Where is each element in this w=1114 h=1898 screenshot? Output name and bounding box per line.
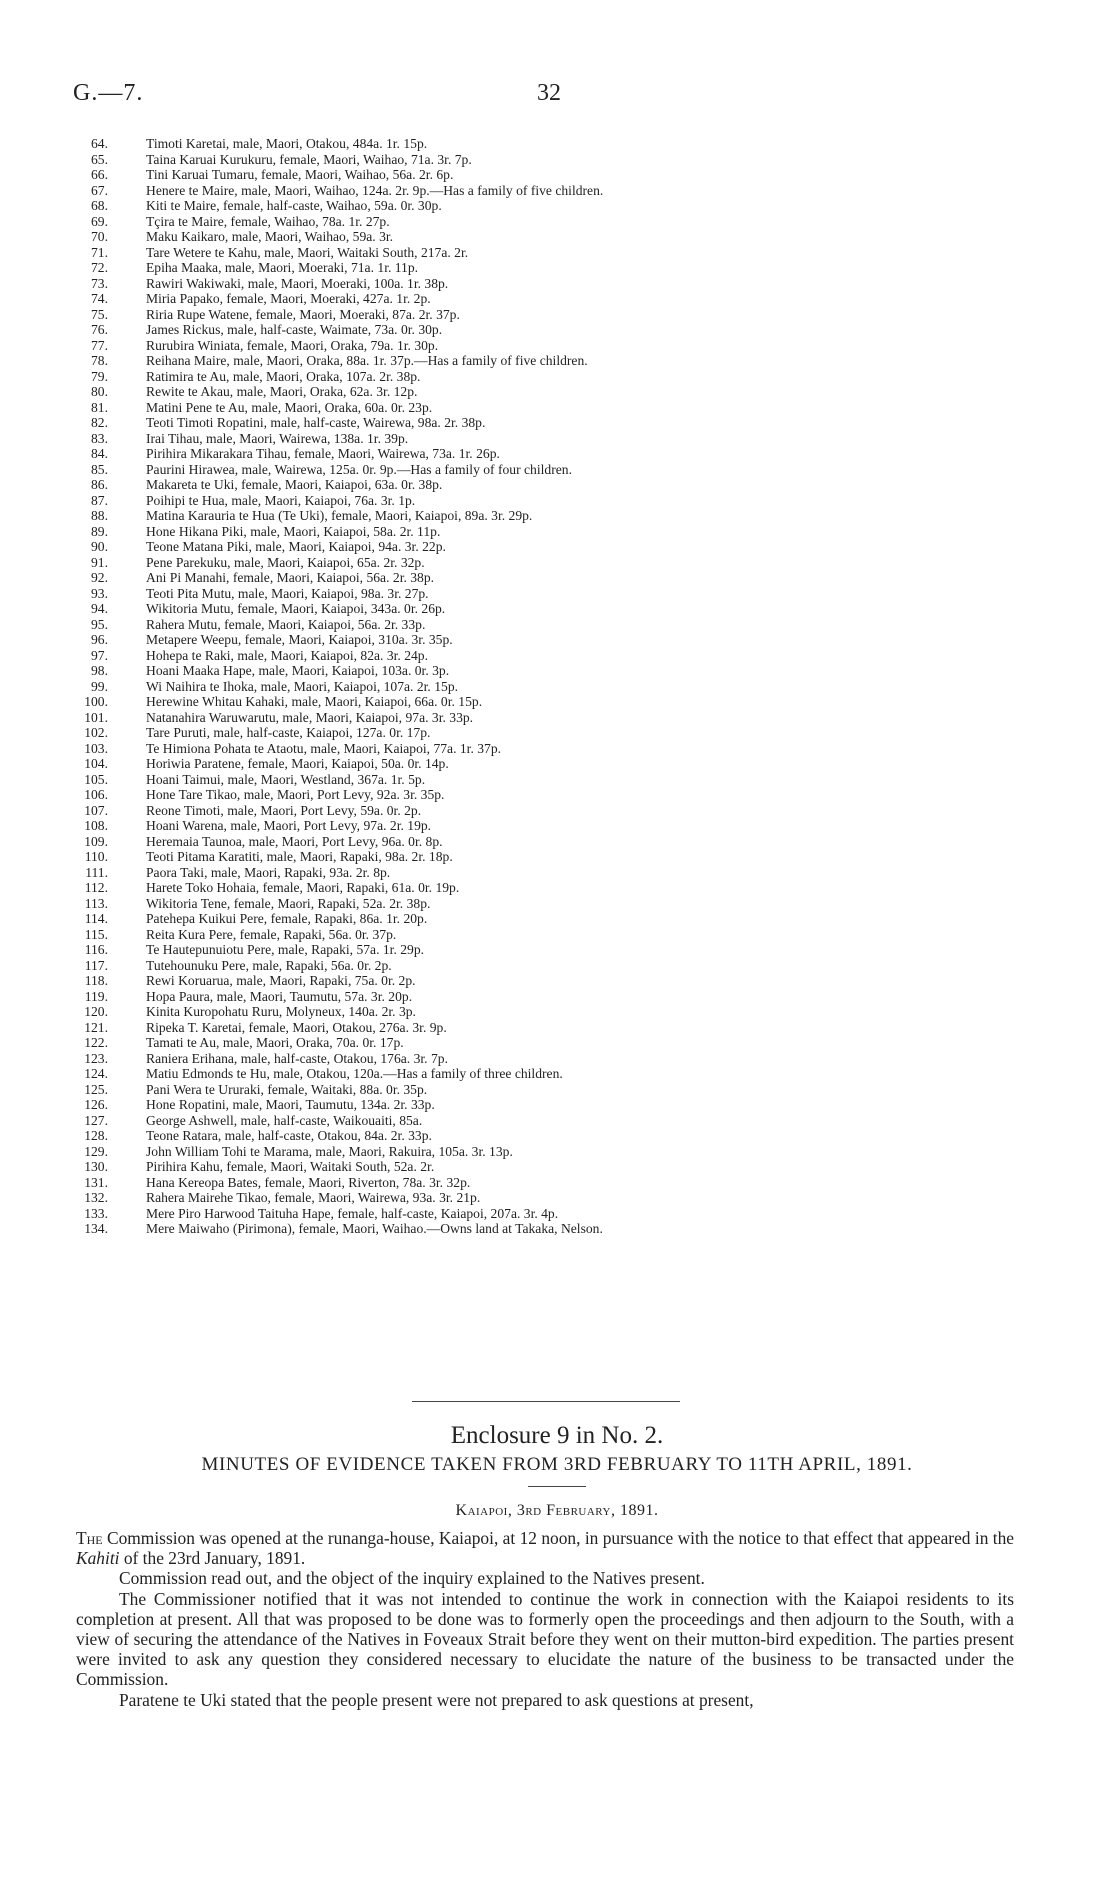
- entry-number: 90.: [91, 539, 108, 554]
- entry-number: 87.: [91, 492, 108, 508]
- list-item: [84, 756, 1066, 772]
- enclosure-title: Enclosure 9 in No. 2.: [450, 1422, 664, 1449]
- list-item: [84, 725, 1066, 741]
- list-item: [84, 849, 1066, 865]
- entry-text: Rewite te Akau, male, Maori, Oraka, 62a. 3r. 12p.: [146, 384, 418, 399]
- list-item: [84, 1112, 1066, 1129]
- entry-number: 74.: [91, 291, 108, 306]
- entry-number: 128.: [84, 1128, 108, 1143]
- list-item: [91, 213, 1066, 230]
- entry-text: Poihipi te Hua, male, Maori, Kaiapoi, 76a. 3r. 1p.: [146, 492, 416, 508]
- entry-number: 83.: [91, 430, 108, 446]
- list-item: [84, 833, 1066, 850]
- list-item: [85, 864, 1066, 881]
- entry-text: Pani Wera te Ururaki, female, Waitaki, 88a. 0r. 35p.: [146, 1081, 428, 1097]
- entry-text: Miria Papako, female, Maori, Moeraki, 427a. 1r. 2p.: [146, 291, 431, 306]
- list-item: [84, 895, 1066, 912]
- list-item: [84, 709, 1066, 726]
- entry-number: 91.: [91, 554, 108, 570]
- list-item: [91, 601, 1066, 617]
- claimant-list: [84, 136, 1066, 1237]
- entry-text: Tare Puruti, male, half-caste, Kaiapoi, 127a. 0r. 17p.: [146, 725, 431, 740]
- entry-number: 105.: [84, 771, 108, 787]
- list-item: [91, 275, 1066, 292]
- entry-number: 64.: [91, 136, 108, 151]
- entry-number: 75.: [91, 306, 108, 322]
- list-item: [91, 229, 1066, 245]
- entry-text: Hopa Paura, male, Maori, Taumutu, 57a. 3r. 20p.: [146, 988, 413, 1004]
- entry-text: Patehepa Kuikui Pere, female, Rapaki, 86a. 1r. 20p.: [146, 911, 428, 926]
- entry-number: 122.: [84, 1035, 108, 1050]
- entry-text: Rawiri Wakiwaki, male, Maori, Moeraki, 100a. 1r. 38p.: [146, 275, 449, 291]
- minutes-body: [76, 1528, 1014, 1710]
- entry-number: 89.: [91, 523, 108, 539]
- entry-number: 66.: [91, 167, 108, 182]
- paragraph-text: of the 23rd January, 1891.: [119, 1548, 306, 1569]
- entry-text: Hone Hikana Piki, male, Maori, Kaiapoi, 58a. 2r. 11p.: [146, 523, 441, 539]
- list-item: [91, 523, 1066, 540]
- entry-text: Heremaia Taunoa, male, Maori, Port Levy, 96a. 0r. 8p.: [146, 833, 443, 849]
- paragraph: Paratene te Uki stated that the people present were not prepared to ask questions at present,: [119, 1689, 754, 1710]
- entry-text: Teoti Pita Mutu, male, Maori, Kaiapoi, 98a. 3r. 27p.: [146, 585, 429, 601]
- entry-text: Wikitoria Mutu, female, Maori, Kaiapoi, 343a. 0r. 26p.: [146, 601, 446, 616]
- entry-number: 117.: [84, 957, 108, 973]
- entry-number: 82.: [91, 415, 108, 430]
- entry-text: Maku Kaikaro, male, Maori, Waihao, 59a. 3r.: [146, 229, 394, 244]
- gazette-title: Kahiti: [76, 1548, 120, 1569]
- entry-number: 106.: [84, 787, 108, 802]
- place-date-heading: Kaiapoi, 3rd February, 1891.: [455, 1502, 659, 1519]
- list-item: [91, 461, 1066, 478]
- entry-text: Tçira te Maire, female, Waihao, 78a. 1r. 27p.: [146, 213, 390, 229]
- entry-text: Kinita Kuropohatu Ruru, Molyneux, 140a. 2r. 3p.: [146, 1004, 416, 1019]
- entry-text: Teone Matana Piki, male, Maori, Kaiapoi, 94a. 3r. 22p.: [146, 539, 446, 554]
- entry-text: Tare Wetere te Kahu, male, Maori, Waitaki South, 217a. 2r.: [146, 244, 469, 260]
- list-item: [91, 554, 1066, 571]
- entry-number: 110.: [84, 849, 108, 864]
- entry-text: Hone Tare Tikao, male, Maori, Port Levy, 92a. 3r. 35p.: [146, 787, 445, 802]
- entry-number: 118.: [84, 973, 108, 988]
- entry-text: Matina Karauria te Hua (Te Uki), female, Maori, Kaiapoi, 89a. 3r. 29p.: [146, 508, 533, 523]
- list-item: [84, 1128, 1066, 1144]
- list-item: [91, 368, 1066, 385]
- entry-number: 109.: [84, 833, 108, 849]
- list-item: [84, 1050, 1066, 1067]
- entry-number: 107.: [84, 802, 108, 818]
- entry-number: 123.: [84, 1050, 108, 1066]
- list-item: [91, 384, 1066, 400]
- entry-number: 86.: [91, 477, 108, 492]
- paragraph-text: Commission was opened at the runanga-house, Kaiapoi, at 12 noon, in pursuance with the notice to that effect that appeared in the: [102, 1528, 1014, 1548]
- list-item: [84, 1221, 1066, 1237]
- entry-text: Harete Toko Hohaia, female, Maori, Rapaki, 61a. 0r. 19p.: [146, 880, 460, 895]
- entry-text: Hana Kereopa Bates, female, Maori, Riverton, 78a. 3r. 32p.: [146, 1174, 471, 1190]
- entry-number: 68.: [91, 198, 108, 213]
- paragraph-lead-word: The: [76, 1528, 103, 1548]
- list-item: [91, 260, 1066, 276]
- entry-text: Reone Timoti, male, Maori, Port Levy, 59a. 0r. 2p.: [146, 802, 422, 818]
- entry-text: Tini Karuai Tumaru, female, Maori, Waihao, 56a. 2r. 6p.: [146, 167, 454, 182]
- list-item: [84, 1143, 1066, 1160]
- entry-number: 99.: [91, 678, 108, 694]
- list-item: [84, 911, 1066, 927]
- list-item: [84, 1205, 1066, 1222]
- entry-text: Reihana Maire, male, Maori, Oraka, 88a. 1r. 37p.—Has a family of five children.: [146, 353, 588, 368]
- entry-text: Raniera Erihana, male, half-caste, Otakou, 176a. 3r. 7p.: [146, 1050, 448, 1066]
- list-item: [91, 446, 1066, 462]
- list-item: [91, 353, 1066, 369]
- short-divider: [528, 1486, 586, 1487]
- entry-text: Hoani Maaka Hape, male, Maori, Kaiapoi, 103a. 0r. 3p.: [146, 663, 450, 678]
- entry-number: 111.: [85, 864, 108, 880]
- list-item: [84, 694, 1066, 710]
- list-item: [84, 988, 1066, 1005]
- entry-text: Pirihira Kahu, female, Maori, Waitaki South, 52a. 2r.: [146, 1159, 435, 1174]
- entry-text: Tamati te Au, male, Maori, Oraka, 70a. 0r. 17p.: [146, 1035, 404, 1050]
- list-item: [91, 477, 1066, 493]
- entry-number: 81.: [91, 399, 108, 415]
- list-item: [91, 306, 1066, 323]
- entry-number: 95.: [91, 616, 108, 632]
- list-item: [84, 942, 1066, 958]
- entry-number: 112.: [84, 880, 108, 895]
- entry-number: 84.: [91, 446, 108, 461]
- list-item: [91, 508, 1066, 524]
- list-item: [91, 415, 1066, 431]
- list-item: [84, 957, 1066, 974]
- entry-text: Taina Karuai Kurukuru, female, Maori, Waihao, 71a. 3r. 7p.: [146, 151, 472, 167]
- list-item: [91, 198, 1066, 214]
- list-item: [84, 1174, 1066, 1191]
- entry-number: 94.: [91, 601, 108, 616]
- entry-text: Irai Tihau, male, Maori, Wairewa, 138a. 1r. 39p.: [146, 430, 409, 446]
- entry-text: Rewi Koruarua, male, Maori, Rapaki, 75a. 0r. 2p.: [146, 973, 416, 988]
- list-item: [91, 151, 1066, 168]
- entry-text: Rurubira Winiata, female, Maori, Oraka, 79a. 1r. 30p.: [146, 337, 439, 353]
- entry-number: 80.: [91, 384, 108, 399]
- list-item: [84, 1066, 1066, 1082]
- entry-text: Epiha Maaka, male, Maori, Moeraki, 71a. 1r. 11p.: [146, 260, 419, 275]
- entry-number: 72.: [91, 260, 108, 275]
- list-item: [91, 244, 1066, 261]
- entry-text: Makareta te Uki, female, Maori, Kaiapoi, 63a. 0r. 38p.: [146, 477, 443, 492]
- entry-text: Hoani Warena, male, Maori, Port Levy, 97a. 2r. 19p.: [146, 818, 432, 833]
- entry-number: 134.: [84, 1221, 108, 1236]
- minutes-heading: MINUTES OF EVIDENCE TAKEN FROM 3RD FEBRUARY TO 11TH APRIL, 1891.: [201, 1454, 913, 1475]
- entry-text: Mere Piro Harwood Taituha Hape, female, half-caste, Kaiapoi, 207a. 3r. 4p.: [146, 1205, 559, 1221]
- list-item: [91, 570, 1066, 586]
- list-item: [84, 1019, 1066, 1036]
- list-item: [91, 492, 1066, 509]
- list-item: [91, 337, 1066, 354]
- list-item: [91, 663, 1066, 679]
- list-item: [91, 678, 1066, 695]
- entry-text: Henere te Maire, male, Maori, Waihao, 124a. 2r. 9p.—Has a family of five children.: [146, 182, 604, 198]
- paragraph: Commission read out, and the object of the inquiry explained to the Natives present.: [119, 1568, 705, 1589]
- entry-number: 88.: [91, 508, 108, 523]
- entry-text: Paurini Hirawea, male, Wairewa, 125a. 0r. 9p.—Has a family of four children.: [146, 461, 572, 477]
- entry-number: 79.: [91, 368, 108, 384]
- entry-number: 67.: [91, 182, 108, 198]
- entry-number: 93.: [91, 585, 108, 601]
- entry-number: 76.: [91, 322, 108, 337]
- list-item: [91, 322, 1066, 338]
- entry-text: Matini Pene te Au, male, Maori, Oraka, 60a. 0r. 23p.: [146, 399, 433, 415]
- entry-number: 70.: [91, 229, 108, 244]
- entry-number: 85.: [91, 461, 108, 477]
- entry-number: 96.: [91, 632, 108, 647]
- entry-number: 121.: [84, 1019, 108, 1035]
- entry-text: Teone Ratara, male, half-caste, Otakou, 84a. 2r. 33p.: [146, 1128, 432, 1143]
- entry-number: 113.: [84, 895, 108, 911]
- list-item: [91, 647, 1066, 664]
- entry-number: 65.: [91, 151, 108, 167]
- list-item: [84, 1159, 1066, 1175]
- entry-text: Hoani Taimui, male, Maori, Westland, 367a. 1r. 5p.: [146, 771, 426, 787]
- entry-number: 120.: [84, 1004, 108, 1019]
- entry-number: 126.: [84, 1097, 108, 1112]
- entry-number: 131.: [84, 1174, 108, 1190]
- entry-text: Tutehounuku Pere, male, Rapaki, 56a. 0r. 2p.: [146, 957, 392, 973]
- entry-text: Hone Ropatini, male, Maori, Taumutu, 134a. 2r. 33p.: [146, 1097, 435, 1112]
- list-item: [84, 973, 1066, 989]
- entry-text: John William Tohi te Marama, male, Maori, Rakuira, 105a. 3r. 13p.: [146, 1143, 513, 1159]
- entry-text: James Rickus, male, half-caste, Waimate, 73a. 0r. 30p.: [146, 322, 443, 337]
- entry-number: 130.: [84, 1159, 108, 1174]
- list-item: [91, 616, 1066, 633]
- entry-text: Ani Pi Manahi, female, Maori, Kaiapoi, 56a. 2r. 38p.: [146, 570, 435, 585]
- entry-text: Matiu Edmonds te Hu, male, Otakou, 120a.—Has a family of three children.: [146, 1066, 563, 1081]
- entry-number: 115.: [84, 926, 108, 942]
- entry-number: 133.: [84, 1205, 108, 1221]
- list-item: [91, 136, 1066, 152]
- entry-text: Te Hautepunuiotu Pere, male, Rapaki, 57a. 1r. 29p.: [146, 942, 425, 957]
- entry-text: Te Himiona Pohata te Ataotu, male, Maori, Kaiapoi, 77a. 1r. 37p.: [146, 740, 502, 756]
- entry-number: 97.: [91, 647, 108, 663]
- entry-number: 71.: [91, 244, 108, 260]
- entry-text: Rahera Mairehe Tikao, female, Maori, Wairewa, 93a. 3r. 21p.: [146, 1190, 481, 1205]
- list-item: [91, 632, 1066, 648]
- list-item: [84, 740, 1066, 757]
- entry-number: 129.: [84, 1143, 108, 1159]
- entry-number: 132.: [84, 1190, 108, 1205]
- list-item: [84, 818, 1066, 834]
- list-item: [84, 926, 1066, 943]
- entry-text: Pene Parekuku, male, Maori, Kaiapoi, 65a. 2r. 32p.: [146, 554, 425, 570]
- entry-number: 104.: [84, 756, 108, 771]
- entry-number: 116.: [84, 942, 108, 957]
- entry-text: Metapere Weepu, female, Maori, Kaiapoi, 310a. 3r. 35p.: [146, 632, 453, 647]
- list-item: [91, 430, 1066, 447]
- entry-number: 114.: [84, 911, 108, 926]
- entry-text: Paora Taki, male, Maori, Rapaki, 93a. 2r. 8p.: [146, 864, 391, 880]
- entry-number: 125.: [84, 1081, 108, 1097]
- list-item: [91, 585, 1066, 602]
- entry-text: Herewine Whitau Kahaki, male, Maori, Kaiapoi, 66a. 0r. 15p.: [146, 694, 483, 709]
- list-item: [91, 182, 1066, 199]
- entry-text: Mere Maiwaho (Pirimona), female, Maori, Waihao.—Owns land at Takaka, Nelson.: [146, 1221, 603, 1236]
- entry-number: 124.: [84, 1066, 108, 1081]
- list-item: [84, 1190, 1066, 1206]
- entry-number: 127.: [84, 1112, 108, 1128]
- entry-text: Timoti Karetai, male, Maori, Otakou, 484a. 1r. 15p.: [146, 136, 428, 151]
- entry-number: 98.: [91, 663, 108, 678]
- list-item: [84, 1081, 1066, 1098]
- entry-text: Teoti Pitama Karatiti, male, Maori, Rapaki, 98a. 2r. 18p.: [146, 849, 453, 864]
- entry-text: Ripeka T. Karetai, female, Maori, Otakou, 276a. 3r. 9p.: [146, 1019, 447, 1035]
- paragraph: The Commissioner notified that it was not intended to continue the work in connection with the Kaiapoi residents to its completion at present. All that was proposed to be done was to formerly open the proceedings and then adjourn to the South, with a view of securing the attendance of the Natives in Foveaux Strait before they went on their mutton-bird expedition. The parties present were invited to ask any question they considered necessary to elucidate the nature of the business to be transacted under the Commission.: [76, 1588, 1014, 1690]
- entry-number: 77.: [91, 337, 108, 353]
- list-item: [84, 771, 1066, 788]
- entry-text: Pirihira Mikarakara Tihau, female, Maori, Wairewa, 73a. 1r. 26p.: [146, 446, 500, 461]
- list-item: [84, 787, 1066, 803]
- entry-text: Ratimira te Au, male, Maori, Oraka, 107a. 2r. 38p.: [146, 368, 421, 384]
- entry-text: Rahera Mutu, female, Maori, Kaiapoi, 56a. 2r. 33p.: [146, 616, 426, 632]
- entry-number: 119.: [84, 988, 108, 1004]
- entry-number: 108.: [84, 818, 108, 833]
- entry-number: 92.: [91, 570, 108, 585]
- list-item: [91, 291, 1066, 307]
- list-item: [84, 880, 1066, 896]
- entry-text: Riria Rupe Watene, female, Maori, Moeraki, 87a. 2r. 37p.: [146, 306, 460, 322]
- entry-number: 73.: [91, 275, 108, 291]
- list-item: [91, 167, 1066, 183]
- entry-number: 78.: [91, 353, 108, 368]
- entry-number: 69.: [91, 213, 108, 229]
- entry-text: Wikitoria Tene, female, Maori, Rapaki, 52a. 2r. 38p.: [146, 895, 431, 911]
- entry-number: 100.: [84, 694, 108, 709]
- entry-number: 102.: [84, 725, 108, 740]
- list-item: [84, 1035, 1066, 1051]
- list-item: [91, 539, 1066, 555]
- list-item: [91, 399, 1066, 416]
- list-item: [84, 802, 1066, 819]
- entry-text: Wi Naihira te Ihoka, male, Maori, Kaiapoi, 107a. 2r. 15p.: [146, 678, 459, 694]
- entry-text: Horiwia Paratene, female, Maori, Kaiapoi, 50a. 0r. 14p.: [146, 756, 449, 771]
- document-reference: G.—7.: [73, 80, 144, 106]
- entry-text: Hohepa te Raki, male, Maori, Kaiapoi, 82a. 3r. 24p.: [146, 647, 428, 663]
- entry-text: Natanahira Waruwarutu, male, Maori, Kaiapoi, 97a. 3r. 33p.: [146, 709, 474, 725]
- list-item: [84, 1004, 1066, 1020]
- entry-text: Kiti te Maire, female, half-caste, Waihao, 59a. 0r. 30p.: [146, 198, 442, 213]
- page-number: 32: [537, 80, 561, 106]
- entry-number: 101.: [84, 709, 108, 725]
- list-item: [84, 1097, 1066, 1113]
- entry-number: 103.: [84, 740, 108, 756]
- paragraph: [76, 1528, 1014, 1568]
- section-divider: [412, 1401, 680, 1402]
- entry-text: Teoti Timoti Ropatini, male, half-caste, Wairewa, 98a. 2r. 38p.: [146, 415, 486, 430]
- entry-text: George Ashwell, male, half-caste, Waikouaiti, 85a.: [146, 1112, 423, 1128]
- entry-text: Reita Kura Pere, female, Rapaki, 56a. 0r. 37p.: [146, 926, 397, 942]
